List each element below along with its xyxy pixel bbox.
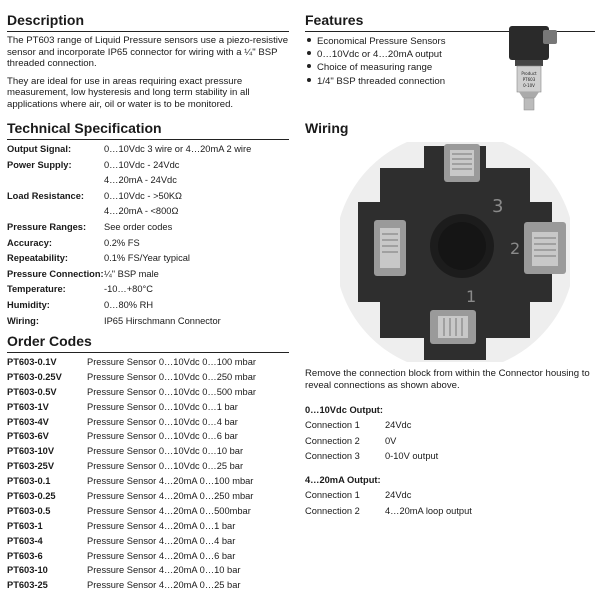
order-codes-heading: Order Codes <box>7 333 289 353</box>
sensor-label-line1: Product <box>521 71 537 76</box>
sensor-label-line2: PT603 <box>522 77 536 82</box>
order-description: Pressure Sensor 4…20mA 0…500mbar <box>87 505 251 516</box>
connection-value: 24Vdc <box>385 420 412 431</box>
connector-body <box>509 26 549 60</box>
spec-key: Wiring: <box>7 315 39 326</box>
feature-item: 0…10Vdc or 4…20mA output <box>305 48 595 61</box>
spec-table <box>7 142 289 329</box>
spec-value: 4…20mA - <800Ω <box>104 206 179 217</box>
spec-value: ¼" BSP male <box>104 268 159 279</box>
bullet-icon <box>307 64 311 68</box>
terminal-2 <box>524 222 566 274</box>
order-code: PT603-25 <box>7 580 48 591</box>
order-code: PT603-0.1V <box>7 357 57 367</box>
spec-value: IP65 Hirschmann Connector <box>104 315 221 326</box>
spec-key: Accuracy: <box>7 237 52 248</box>
group2-title: 4…20mA Output: <box>305 475 381 486</box>
wiring-note: Remove the connection block from within the Connector housing to reveal connections as shown above. <box>305 368 590 391</box>
bullet-icon <box>307 38 311 42</box>
order-code: PT603-4 <box>7 535 43 546</box>
spec-heading: Technical Specification <box>7 120 289 140</box>
order-code: PT603-0.25 <box>7 491 56 502</box>
connection-value: 0V <box>385 435 397 446</box>
order-code: PT603-25V <box>7 461 55 472</box>
spec-value: 0…80% RH <box>104 299 154 310</box>
order-code: PT603-0.5V <box>7 386 57 397</box>
order-code: PT603-10V <box>7 446 55 457</box>
order-codes-table <box>7 355 289 593</box>
pin-label-1: 1 <box>466 287 477 306</box>
spec-key <box>7 204 104 220</box>
order-code: PT603-0.1 <box>7 476 51 487</box>
order-description: Pressure Sensor 4…20mA 0…250 mbar <box>87 491 254 502</box>
order-description: Pressure Sensor 4…20mA 0…10 bar <box>87 565 241 576</box>
group2-table <box>305 488 595 519</box>
spec-key: Power Supply: <box>7 159 72 170</box>
spec-key: Pressure Connection: <box>7 268 104 279</box>
spec-section <box>7 120 289 329</box>
spec-value: -10…+80°C <box>104 284 153 295</box>
order-description: Pressure Sensor 0…10Vdc 0…10 bar <box>87 446 244 457</box>
features-heading: Features <box>305 12 595 32</box>
order-description: Pressure Sensor 0…10Vdc 0…4 bar <box>87 416 238 427</box>
order-description: Pressure Sensor 0…10Vdc 0…100 mbar <box>87 357 256 367</box>
pin-label-3: 3 <box>492 196 504 217</box>
product-sensor-image <box>495 20 575 112</box>
order-description: Pressure Sensor 4…20mA 0…6 bar <box>87 550 236 561</box>
group1-title: 0…10Vdc Output: <box>305 405 383 416</box>
spec-key: Humidity: <box>7 299 50 310</box>
spec-key: Output Signal: <box>7 144 72 154</box>
order-description: Pressure Sensor 4…20mA 0…1 bar <box>87 520 236 531</box>
terminal-earth <box>374 220 406 276</box>
wiring-heading: Wiring <box>305 120 349 136</box>
sensor-label-line3: 0-10V <box>523 83 535 88</box>
connector-block-image <box>340 142 570 362</box>
connection-key: Connection 1 <box>305 490 360 501</box>
wiring-section <box>305 120 595 139</box>
spec-key: Pressure Ranges: <box>7 221 87 232</box>
group1-table <box>305 418 595 464</box>
spec-value: 0…10Vdc - >50KΩ <box>104 190 183 201</box>
order-description: Pressure Sensor 4…20mA 0…25 bar <box>87 580 241 591</box>
description-heading: Description <box>7 12 289 32</box>
connection-value: 4…20mA loop output <box>385 505 472 516</box>
spec-value: 0…10Vdc - 24Vdc <box>104 159 180 170</box>
spec-value: See order codes <box>104 221 173 232</box>
order-code: PT603-4V <box>7 416 49 427</box>
spec-key: Load Resistance: <box>7 190 84 201</box>
feature-item: Choice of measuring range <box>305 61 595 74</box>
spec-value: 0.2% FS <box>104 237 140 248</box>
spec-key <box>7 173 104 189</box>
order-code: PT603-1 <box>7 520 43 531</box>
bullet-icon <box>307 78 311 82</box>
spec-key: Repeatability: <box>7 253 68 264</box>
order-description: Pressure Sensor 0…10Vdc 0…25 bar <box>87 461 244 472</box>
order-description: Pressure Sensor 0…10Vdc 0…500 mbar <box>87 386 256 397</box>
spec-value: 4…20mA - 24Vdc <box>104 175 177 186</box>
order-code: PT603-10 <box>7 565 48 576</box>
connector-collar <box>515 60 543 66</box>
spec-value: 0…10Vdc 3 wire or 4…20mA 2 wire <box>104 144 252 154</box>
feature-item: Economical Pressure Sensors <box>305 35 595 48</box>
terminal-1 <box>444 144 480 182</box>
pin-label-2: 2 <box>510 239 521 258</box>
spec-value: 0.1% FS/Year typical <box>104 253 190 264</box>
description-section <box>7 12 289 111</box>
order-description: Pressure Sensor 4…20mA 0…100 mbar <box>87 476 254 487</box>
connector-screw <box>543 30 557 44</box>
terminal-3 <box>430 310 476 344</box>
order-code: PT603-6 <box>7 550 43 561</box>
order-code: PT603-6V <box>7 431 49 442</box>
sensor-hex <box>519 92 539 98</box>
description-para-1: The PT603 range of Liquid Pressure sensors use a piezo-resistive sensor and incorporate IP65 connector for wiring with a ¼" BSP threaded connection. <box>7 35 289 70</box>
connection-value: 24Vdc <box>385 490 412 501</box>
connection-key: Connection 1 <box>305 420 360 431</box>
connection-key: Connection 2 <box>305 505 360 516</box>
order-codes-section <box>7 333 289 593</box>
description-para-2: They are ideal for use in areas requiring exact pressure measurement, low hysteresis and long term stability in all applications where air, oil or water is to be monitored. <box>7 75 250 110</box>
order-description: Pressure Sensor 0…10Vdc 0…250 mbar <box>87 371 256 382</box>
order-description: Pressure Sensor 4…20mA 0…4 bar <box>87 535 236 546</box>
wiring-info <box>305 368 595 519</box>
spec-key: Temperature: <box>7 284 66 295</box>
connection-key: Connection 2 <box>305 435 360 446</box>
sensor-thread <box>524 98 534 110</box>
feature-item: 1/4" BSP threaded connection <box>305 75 595 88</box>
order-description: Pressure Sensor 0…10Vdc 0…6 bar <box>87 431 238 442</box>
connection-key: Connection 3 <box>305 450 360 461</box>
connection-value: 0-10V output <box>385 450 439 461</box>
order-code: PT603-0.5 <box>7 505 51 516</box>
order-description: Pressure Sensor 0…10Vdc 0…1 bar <box>87 401 238 412</box>
order-code: PT603-0.25V <box>7 371 62 382</box>
order-code: PT603-1V <box>7 401 49 412</box>
bullet-icon <box>307 51 311 55</box>
